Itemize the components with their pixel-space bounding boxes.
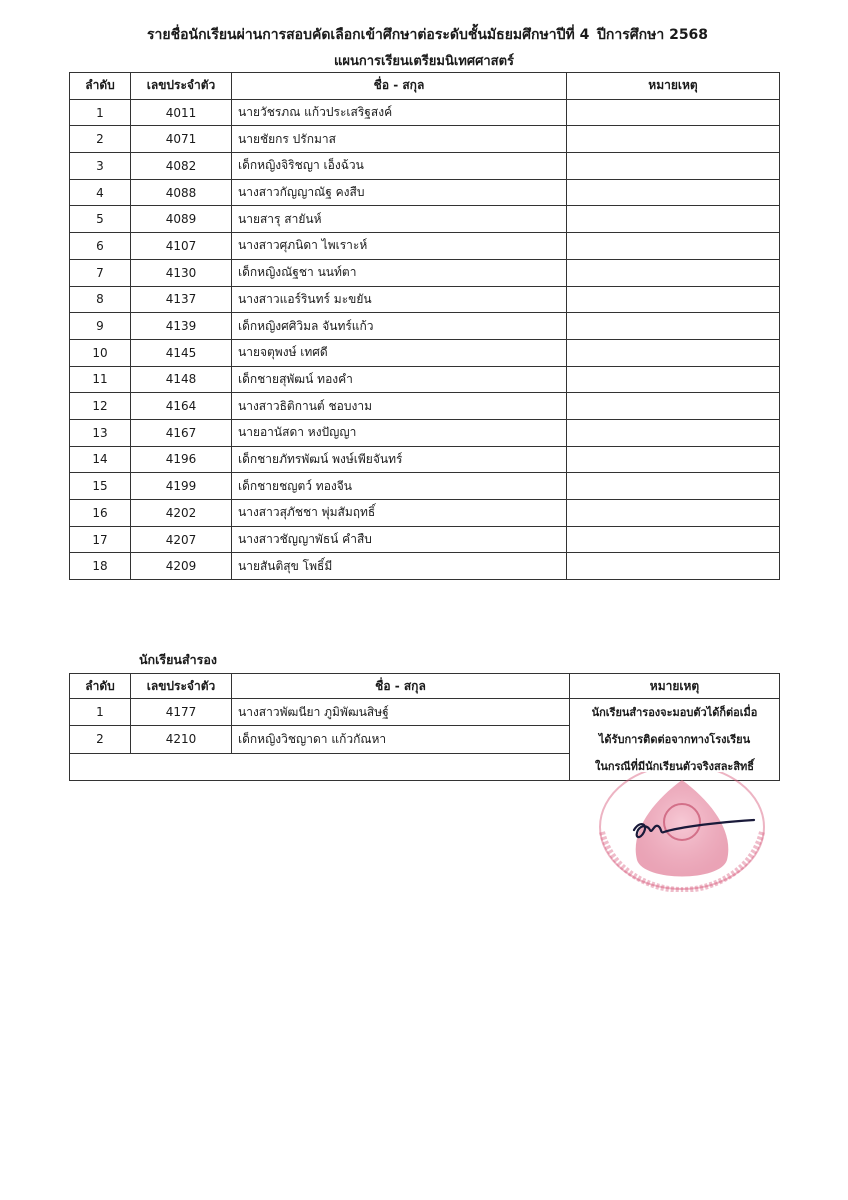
cell-remark (567, 153, 780, 180)
cell-remark (567, 393, 780, 420)
cell-student-id: 4209 (131, 553, 232, 580)
table-row (70, 206, 780, 233)
table-row (70, 99, 780, 126)
header-fullname: ชื่อ - สกุล (232, 674, 570, 699)
header-order: ลำดับ (70, 674, 131, 699)
cell-remark (567, 419, 780, 446)
cell-student-id: 4088 (131, 179, 232, 206)
cell-student-id: 4145 (131, 339, 232, 366)
cell-fullname: นางสาวสุภัชชา พุ่มสัมฤทธิ์ (232, 500, 567, 527)
cell-order: 16 (70, 500, 131, 527)
cell-order: 11 (70, 366, 131, 393)
cell-remark (567, 179, 780, 206)
program-subtitle: แผนการเรียนเตรียมนิเทศศาสตร์ (333, 54, 515, 69)
cell-fullname: นายสันติสุข โพธิ์มี (232, 553, 567, 580)
cell-remark (567, 500, 780, 527)
cell-fullname: นางสาวธิติกานต์ ชอบงาม (232, 393, 567, 420)
cell-student-id: 4177 (131, 699, 232, 726)
cell-order: 3 (70, 153, 131, 180)
table-header-row (70, 73, 780, 100)
table-row (70, 473, 780, 500)
cell-remark (567, 126, 780, 153)
cell-fullname: นายอานัสดา หงปัญญา (232, 419, 567, 446)
table-row (70, 179, 780, 206)
header-remark: หมายเหตุ (570, 674, 780, 699)
cell-fullname: นางสาวชัญญาพัธน์ คำสืบ (232, 526, 567, 553)
cell-order: 4 (70, 179, 131, 206)
cell-remark (567, 259, 780, 286)
cell-remark (567, 99, 780, 126)
cell-student-id: 4071 (131, 126, 232, 153)
cell-order: 1 (70, 699, 131, 726)
cell-fullname: นายวัชรภณ แก้วประเสริฐสงค์ (232, 99, 567, 126)
cell-order: 8 (70, 286, 131, 313)
cell-student-id: 4202 (131, 500, 232, 527)
main-student-table (69, 72, 780, 580)
header-student-id: เลขประจำตัว (131, 674, 232, 699)
reserve-heading: นักเรียนสำรอง (139, 652, 217, 667)
table-row (70, 153, 780, 180)
cell-fullname: เด็กชายชญตว์ ทองจีน (232, 473, 567, 500)
cell-order: 17 (70, 526, 131, 553)
table-row (70, 366, 780, 393)
cell-order: 2 (70, 126, 131, 153)
title-year: ปีการศึกษา 2568 (597, 27, 709, 43)
cell-remark (567, 206, 780, 233)
table-row (70, 500, 780, 527)
school-seal (582, 772, 782, 892)
cell-student-id: 4148 (131, 366, 232, 393)
table-row (70, 259, 780, 286)
header-order: ลำดับ (70, 73, 131, 100)
table-header-row (70, 674, 780, 699)
cell-remark (567, 313, 780, 340)
cell-student-id: 4210 (131, 726, 232, 753)
table-row (70, 339, 780, 366)
cell-order: 9 (70, 313, 131, 340)
reserve-note-line: ได้รับการติดต่อจากทางโรงเรียน (598, 733, 751, 746)
table-row (70, 419, 780, 446)
cell-fullname: นายสารุ สายันห์ (232, 206, 567, 233)
cell-student-id: 4107 (131, 233, 232, 260)
cell-student-id: 4137 (131, 286, 232, 313)
cell-student-id: 4164 (131, 393, 232, 420)
cell-fullname: เด็กหญิงศศิวิมล จันทร์แก้ว (232, 313, 567, 340)
cell-fullname: นางสาวพัฒนียา ภูมิพัฒนสิษฐ์ (232, 699, 570, 726)
table-row (70, 313, 780, 340)
header-remark: หมายเหตุ (567, 73, 780, 100)
cell-fullname: เด็กชายภัทรพัฒน์ พงษ์เพียจันทร์ (232, 446, 567, 473)
title-main: รายชื่อนักเรียนผ่านการสอบคัดเลือกเข้าศึกษาต่อระดับชั้นมัธยมศึกษาปีที่ 4 (147, 27, 590, 43)
cell-remark (567, 286, 780, 313)
cell-fullname: เด็กหญิงจิริชญา เอ็งฉ้วน (232, 153, 567, 180)
empty-cell (70, 753, 570, 780)
cell-remark (567, 233, 780, 260)
seal-icon (582, 772, 782, 892)
cell-order: 5 (70, 206, 131, 233)
cell-fullname: นางสาวศุภนิดา ไพเราะห์ (232, 233, 567, 260)
cell-fullname: เด็กหญิงณัฐชา นนท์ตา (232, 259, 567, 286)
cell-order: 10 (70, 339, 131, 366)
reserve-note (570, 699, 780, 781)
cell-student-id: 4011 (131, 99, 232, 126)
cell-fullname: นางสาวแอร์รินทร์ มะขยัน (232, 286, 567, 313)
cell-order: 7 (70, 259, 131, 286)
cell-order: 2 (70, 726, 131, 753)
table-row (70, 286, 780, 313)
cell-order: 14 (70, 446, 131, 473)
reserve-note-line: นักเรียนสำรองจะมอบตัวได้ก็ต่อเมื่อ (591, 706, 758, 719)
table-row (70, 233, 780, 260)
reserve-note-line: ในกรณีที่มีนักเรียนตัวจริงสละสิทธิ์ (594, 760, 755, 773)
cell-student-id: 4089 (131, 206, 232, 233)
cell-student-id: 4199 (131, 473, 232, 500)
header-student-id: เลขประจำตัว (131, 73, 232, 100)
cell-fullname: นายจตุพงษ์ เทศดี (232, 339, 567, 366)
cell-order: 1 (70, 99, 131, 126)
cell-remark (567, 339, 780, 366)
header-fullname: ชื่อ - สกุล (232, 73, 567, 100)
cell-fullname: เด็กชายสุพัฒน์ ทองคำ (232, 366, 567, 393)
table-row (70, 526, 780, 553)
cell-remark (567, 526, 780, 553)
table-row (70, 126, 780, 153)
cell-student-id: 4139 (131, 313, 232, 340)
cell-fullname: นางสาวกัญญาณัฐ คงสืบ (232, 179, 567, 206)
table-row (70, 446, 780, 473)
cell-order: 13 (70, 419, 131, 446)
table-row (70, 553, 780, 580)
reserve-student-table (69, 673, 780, 781)
cell-student-id: 4196 (131, 446, 232, 473)
cell-order: 12 (70, 393, 131, 420)
cell-remark (567, 473, 780, 500)
cell-remark (567, 553, 780, 580)
cell-student-id: 4167 (131, 419, 232, 446)
table-row (70, 699, 780, 726)
cell-order: 18 (70, 553, 131, 580)
cell-fullname: เด็กหญิงวิชญาดา แก้วกัณหา (232, 726, 570, 753)
cell-remark (567, 366, 780, 393)
table-row (70, 393, 780, 420)
cell-student-id: 4130 (131, 259, 232, 286)
cell-fullname: นายชัยกร ปรักมาส (232, 126, 567, 153)
document-title (0, 20, 848, 44)
cell-order: 15 (70, 473, 131, 500)
cell-student-id: 4082 (131, 153, 232, 180)
cell-order: 6 (70, 233, 131, 260)
cell-student-id: 4207 (131, 526, 232, 553)
cell-remark (567, 446, 780, 473)
